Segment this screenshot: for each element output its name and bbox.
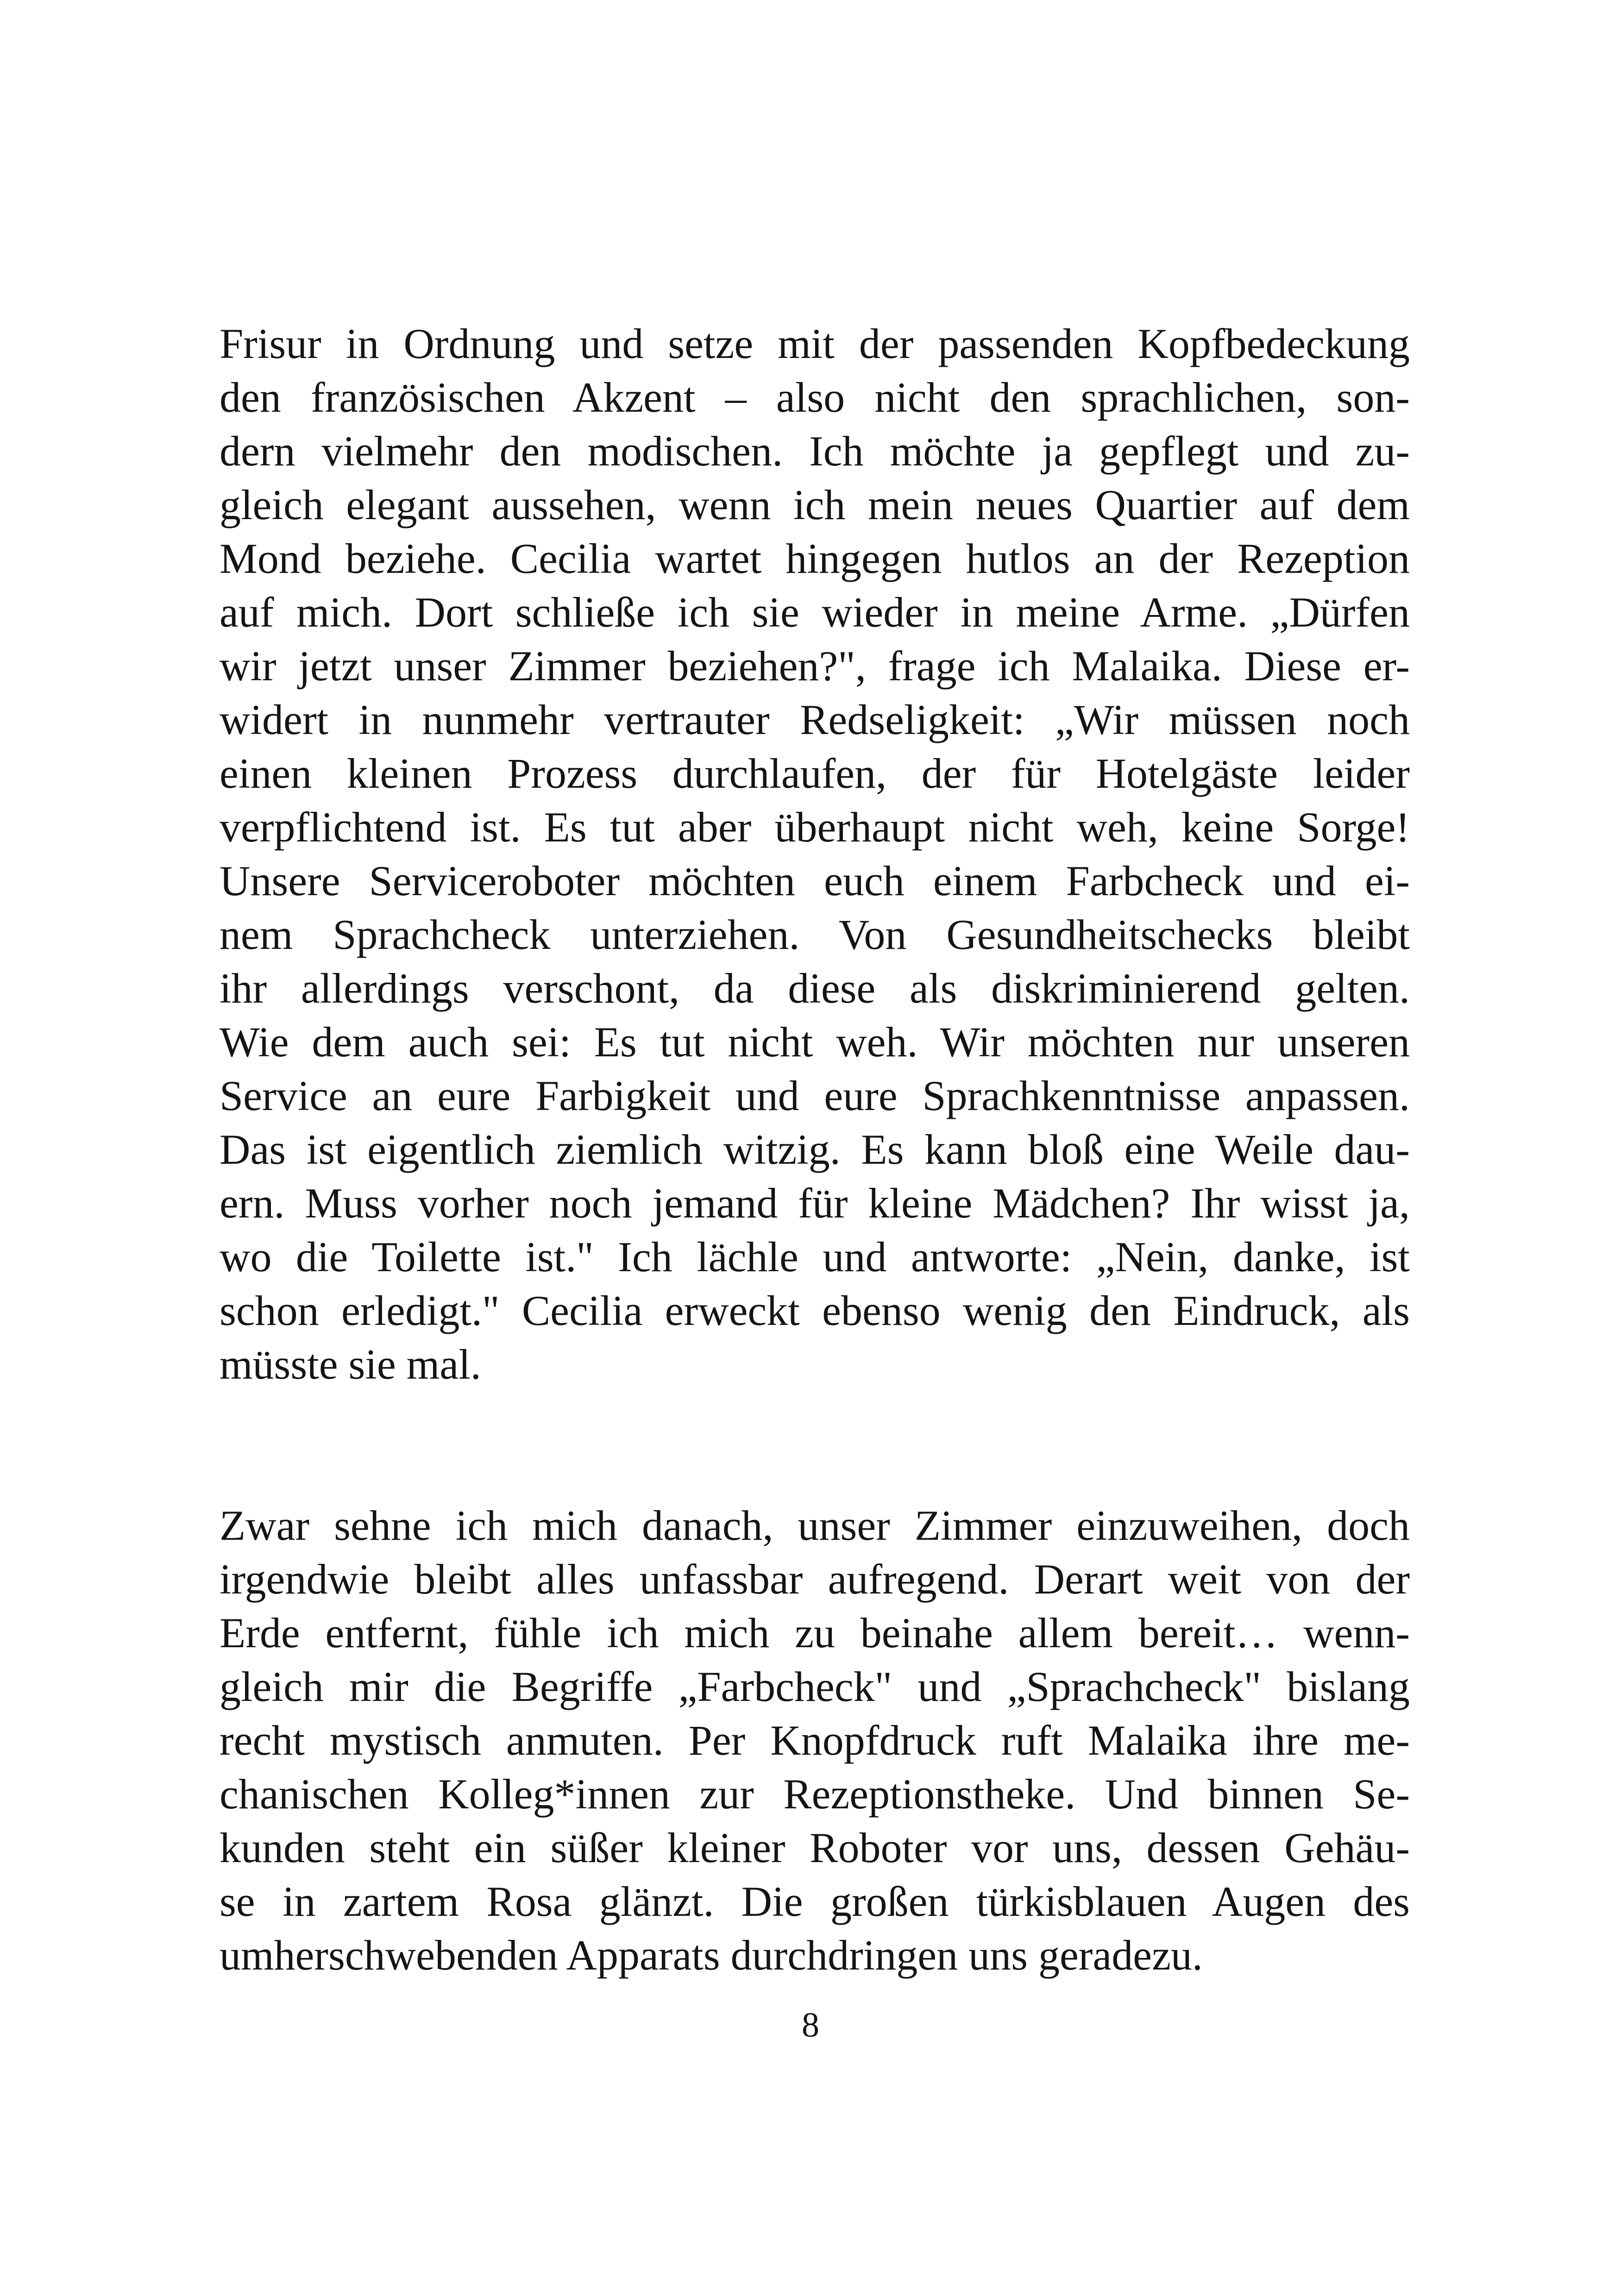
text-line: Erde entfernt, fühle ich mich zu beinahe allem bereit… wenn-: [220, 1609, 1410, 1656]
text-line: Zwar sehne ich mich danach, unser Zimmer einzuweihen, doch: [220, 1502, 1410, 1549]
text-line: irgendwie bleibt alles unfassbar aufregend. Derart weit von der: [220, 1556, 1410, 1603]
text-line: schon erledigt." Cecilia erweckt ebenso wenig den Eindruck, als: [220, 1287, 1410, 1334]
text-line: widert in nunmehr vertrauter Redseligkeit: „Wir müssen noch: [220, 696, 1410, 743]
text-line: chanischen Kolleg*innen zur Rezeptionstheke. Und binnen Se-: [220, 1770, 1410, 1818]
text-line: den französischen Akzent – also nicht den sprachlichen, son-: [220, 374, 1410, 421]
text-line: nem Sprachcheck unterziehen. Von Gesundheitschecks bleibt: [220, 911, 1410, 958]
text-line: Wie dem auch sei: Es tut nicht weh. Wir möchten nur unseren: [220, 1018, 1410, 1066]
text-line: gleich mir die Begriffe „Farbcheck" und „Sprachcheck" bislang: [220, 1663, 1410, 1710]
text-line: gleich elegant aussehen, wenn ich mein neues Quartier auf dem: [220, 481, 1410, 528]
text-line: Unsere Serviceroboter möchten euch einem Farbcheck und ei-: [220, 857, 1410, 904]
text-line: müsste sie mal.: [220, 1341, 481, 1388]
text-line: kunden steht ein süßer kleiner Roboter vor uns, dessen Gehäu-: [220, 1824, 1410, 1871]
text-line: dern vielmehr den modischen. Ich möchte ja gepflegt und zu-: [220, 427, 1410, 475]
text-line: wo die Toilette ist." Ich lächle und antworte: „Nein, danke, ist: [220, 1233, 1410, 1280]
paragraph-gap: [220, 1391, 1410, 1499]
text-line: recht mystisch anmuten. Per Knopfdruck ruft Malaika ihre me-: [220, 1717, 1410, 1764]
text-line: Frisur in Ordnung und setze mit der passenden Kopfbedeckung: [220, 320, 1410, 367]
text-line: ihr allerdings verschont, da diese als diskriminierend gelten.: [220, 965, 1410, 1012]
page-number: 8: [802, 2006, 819, 2045]
text-line: einen kleinen Prozess durchlaufen, der für Hotelgäste leider: [220, 750, 1410, 797]
body-text: [220, 317, 1410, 1982]
text-line: ern. Muss vorher noch jemand für kleine Mädchen? Ihr wisst ja,: [220, 1179, 1410, 1227]
paragraph-2: [220, 1499, 1410, 1982]
text-line: auf mich. Dort schließe ich sie wieder in meine Arme. „Dürfen: [220, 589, 1410, 636]
text-line: umherschwebenden Apparats durchdringen uns geradezu.: [220, 1932, 1203, 1979]
text-line: wir jetzt unser Zimmer beziehen?", frage ich Malaika. Diese er-: [220, 642, 1410, 690]
text-line: verpflichtend ist. Es tut aber überhaupt nicht weh, keine Sorge!: [220, 803, 1410, 851]
text-line: se in zartem Rosa glänzt. Die großen türkisblauen Augen des: [220, 1878, 1410, 1925]
text-line: Service an eure Farbigkeit und eure Sprachkenntnisse anpassen.: [220, 1072, 1410, 1119]
text-line: Das ist eigentlich ziemlich witzig. Es kann bloß eine Weile dau-: [220, 1126, 1410, 1173]
paragraph-1: [220, 317, 1410, 1391]
text-line: Mond beziehe. Cecilia wartet hingegen hutlos an der Rezeption: [220, 535, 1410, 582]
